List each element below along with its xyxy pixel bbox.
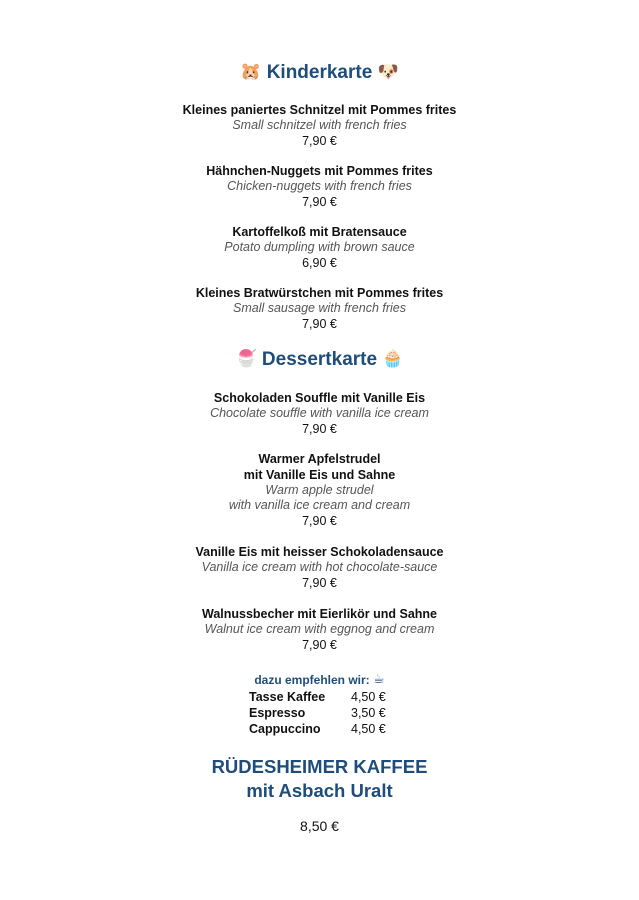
item-name-line2: mit Vanille Eis und Sahne (243, 468, 396, 482)
item-description: Vanilla ice cream with hot chocolate-sauce (201, 560, 438, 574)
item-name: Schokoladen Souffle mit Vanille Eis (213, 391, 426, 405)
dog-face-icon: 🐶 (377, 62, 399, 82)
item-price: 7,90 € (302, 134, 337, 148)
item-description: Chocolate souffle with vanilla ice cream (210, 406, 429, 420)
item-description-line2: with vanilla ice cream and cream (228, 498, 411, 512)
special-title (0, 755, 639, 803)
special-price: 8,50 € (300, 818, 339, 834)
item-price: 7,90 € (302, 195, 337, 209)
item-price: 7,90 € (302, 638, 337, 652)
drink-row (249, 690, 409, 706)
item-price: 7,90 € (302, 576, 337, 590)
menu-item-vanille-eis (0, 544, 639, 591)
menu-item-souffle (0, 390, 639, 437)
item-price: 7,90 € (302, 422, 337, 436)
item-price: 6,90 € (302, 256, 337, 270)
item-name: Kleines Bratwürstchen mit Pommes frites (195, 286, 444, 300)
drink-price: 3,50 € (351, 706, 386, 720)
menu-item-apfelstrudel (0, 451, 639, 529)
item-description: Chicken-nuggets with french fries (227, 179, 412, 193)
drink-name: Tasse Kaffee (249, 690, 326, 704)
item-name: Warmer Apfelstrudel (258, 452, 381, 466)
drink-price: 4,50 € (351, 722, 386, 736)
dessertkarte-title: Dessertkarte (261, 349, 378, 370)
recommendation-heading (0, 672, 639, 687)
item-description: Small sausage with french fries (233, 301, 406, 315)
item-description: Warm apple strudel (265, 483, 374, 497)
item-name: Vanille Eis mit heisser Schokoladensauce (195, 545, 444, 559)
menu-item-walnussbecher (0, 606, 639, 653)
menu-item-schnitzel (0, 102, 639, 149)
item-description: Small schnitzel with french fries (232, 118, 407, 132)
item-description: Potato dumpling with brown sauce (224, 240, 415, 254)
drink-name: Espresso (249, 706, 306, 720)
drink-row (249, 706, 409, 722)
coffee-cup-icon: ☕ (373, 672, 385, 687)
item-name: Kartoffelkoß mit Bratensauce (232, 225, 407, 239)
special-title-line1: RÜDESHEIMER KAFFEE (211, 756, 428, 777)
menu-item-nuggets (0, 163, 639, 210)
menu-item-kartoffelkloss (0, 224, 639, 271)
drink-price: 4,50 € (351, 690, 386, 704)
item-name: Walnussbecher mit Eierlikör und Sahne (201, 607, 437, 621)
kinderkarte-title: Kinderkarte (266, 62, 373, 83)
hamster-face-icon: 🐹 (240, 62, 262, 82)
drinks-list (249, 690, 409, 738)
item-name: Hähnchen-Nuggets mit Pommes frites (206, 164, 433, 178)
item-price: 7,90 € (302, 317, 337, 331)
item-name: Kleines paniertes Schnitzel mit Pommes frites (182, 103, 457, 117)
menu-item-bratwurst (0, 285, 639, 332)
special-title-line2: mit Asbach Uralt (246, 780, 393, 801)
dessertkarte-heading (0, 349, 639, 371)
kinderkarte-heading (0, 62, 639, 84)
drink-row (249, 722, 409, 738)
item-description: Walnut ice cream with eggnog and cream (204, 622, 435, 636)
drink-name: Cappuccino (249, 722, 321, 736)
cupcake-icon: 🧁 (382, 349, 404, 369)
item-price: 7,90 € (302, 514, 337, 528)
recommendation-label: dazu empfehlen wir: (254, 673, 370, 687)
shaved-ice-icon: 🍧 (235, 349, 257, 369)
